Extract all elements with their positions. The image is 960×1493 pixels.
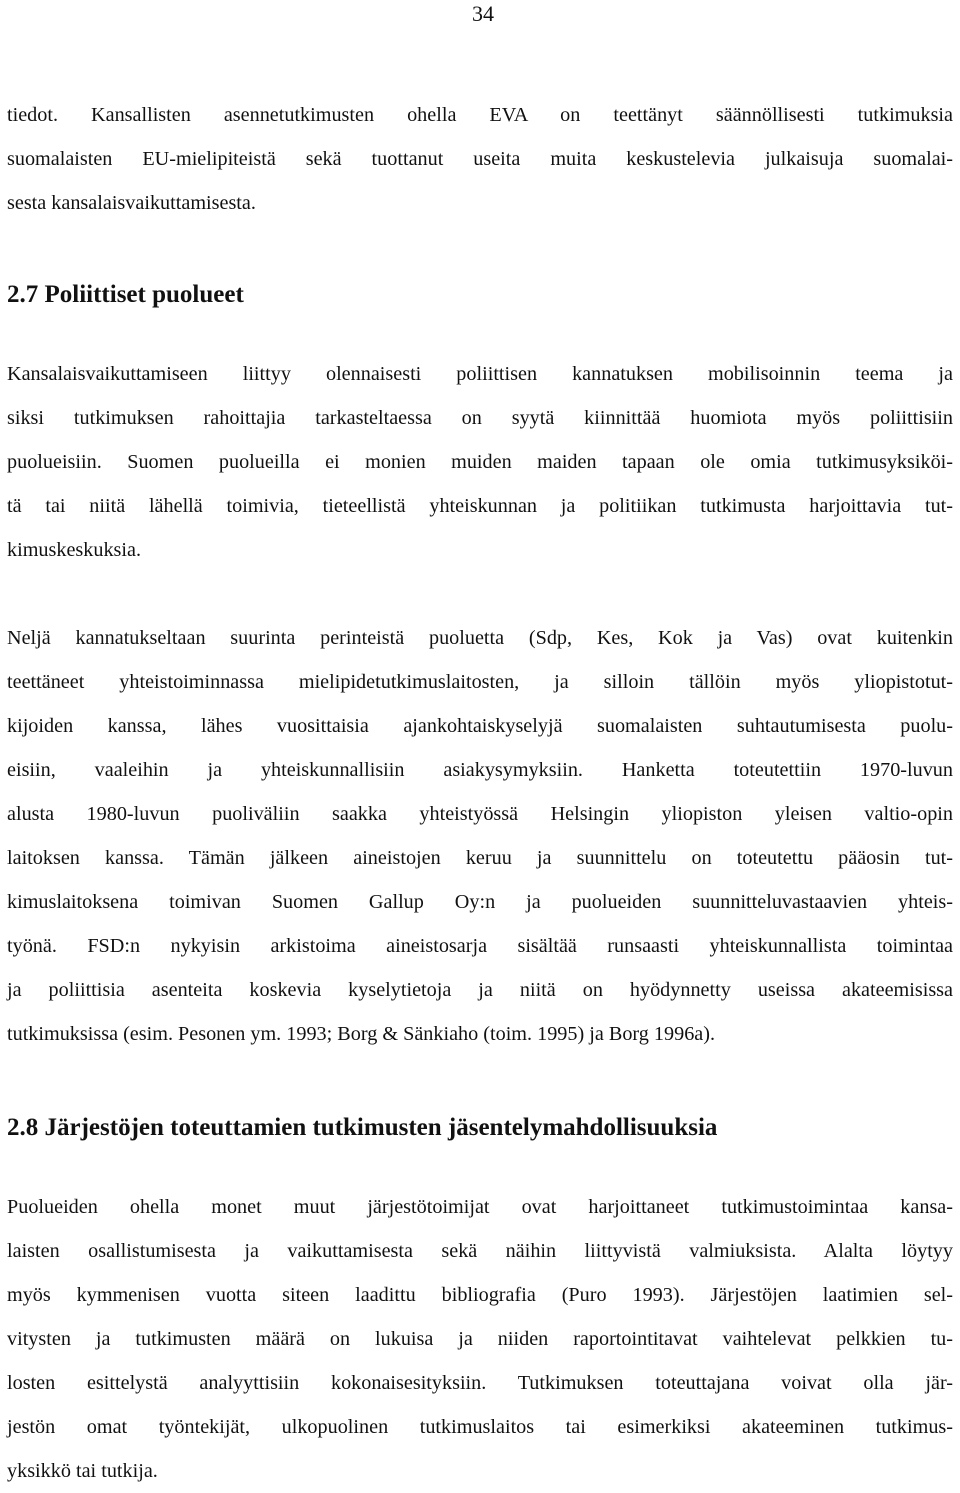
paragraph-parties-intro — [7, 352, 953, 572]
text-line: kijoiden kanssa, lähes vuosittaisia ajankohtaiskyselyjä suomalaisten suhtautumisesta puolu- — [7, 715, 953, 737]
text-line: eisiin, vaaleihin ja yhteiskunnallisiin asiakysymyksiin. Hanketta toteutettiin 1970-luvun — [7, 759, 953, 781]
text-line: teettäneet yhteistoiminnassa mielipidetutkimuslaitosten, ja silloin tällöin myös yliopistotut- — [7, 671, 953, 693]
text-line: Puolueiden ohella monet muut järjestötoimijat ovat harjoittaneet tutkimustoimintaa kansa- — [7, 1196, 953, 1218]
text-line: ja poliittisia asenteita koskevia kyselytietoja ja niitä on hyödynnetty useissa akateemisissa — [7, 979, 953, 1001]
section-heading-2-8: 2.8 Järjestöjen toteuttamien tutkimusten jäsentelymahdollisuuksia — [7, 1114, 718, 1141]
text-line: myös kymmenisen vuotta siteen laadittu bibliografia (Puro 1993). Järjestöjen laatimien sel- — [7, 1284, 953, 1306]
text-line: Kansalaisvaikuttamiseen liittyy olennaisesti poliittisen kannatuksen mobilisoinnin teema ja — [7, 363, 953, 385]
text-line: laisten osallistumisesta ja vaikuttamisesta sekä näihin liittyvistä valmiuksista. Alalta löytyy — [7, 1240, 953, 1262]
text-line: siksi tutkimuksen rahoittajia tarkasteltaessa on syytä kiinnittää huomiota myös poliittisiin — [7, 407, 953, 429]
text-line: tä tai niitä lähellä toimivia, tieteellistä yhteiskunnan ja politiikan tutkimusta harjoittavia tut- — [7, 495, 953, 517]
text-line: vitysten ja tutkimusten määrä on lukuisa ja niiden raportointitavat vaihtelevat pelkkien tu- — [7, 1328, 953, 1350]
paragraph-intro — [7, 93, 953, 225]
text-line: sesta kansalaisvaikuttamisesta. — [7, 192, 256, 214]
text-line: tutkimuksissa (esim. Pesonen ym. 1993; Borg & Sänkiaho (toim. 1995) ja Borg 1996a). — [7, 1023, 716, 1045]
text-line: työnä. FSD:n nykyisin arkistoima aineistosarja sisältää runsaasti yhteiskunnallista toimintaa — [7, 935, 953, 957]
text-line: yksikkö tai tutkija. — [7, 1460, 158, 1482]
text-line: puolueisiin. Suomen puolueilla ei monien muiden maiden tapaan ole omia tutkimusyksiköi- — [7, 451, 953, 473]
text-line: jestön omat työntekijät, ulkopuolinen tutkimuslaitos tai esimerkiksi akateeminen tutkimus- — [7, 1416, 953, 1438]
paragraph-party-surveys — [7, 616, 953, 1056]
section-heading-2-7: 2.7 Poliittiset puolueet — [7, 281, 244, 308]
text-line: kimuskeskuksia. — [7, 539, 142, 561]
text-line: laitoksen kanssa. Tämän jälkeen aineistojen keruu ja suunnittelu on toteutettu pääosin tut- — [7, 847, 953, 869]
text-line: losten esittelystä analyyttisiin kokonaisesityksiin. Tutkimuksen toteuttajana voivat olla jär- — [7, 1372, 953, 1394]
page-number: 34 — [472, 1, 494, 26]
text-line: suomalaisten EU-mielipiteistä sekä tuottanut useita muita keskustelevia julkaisuja suomalai- — [7, 148, 953, 170]
paragraph-organizations — [7, 1185, 953, 1493]
text-line: alusta 1980-luvun puoliväliin saakka yhteistyössä Helsingin yliopiston yleisen valtio-opin — [7, 803, 953, 825]
text-line: Neljä kannatukseltaan suurinta perinteistä puoluetta (Sdp, Kes, Kok ja Vas) ovat kuitenkin — [7, 627, 953, 649]
text-line: tiedot. Kansallisten asennetutkimusten ohella EVA on teettänyt säännöllisesti tutkimuksia — [7, 104, 953, 126]
text-line: kimuslaitoksena toimivan Suomen Gallup Oy:n ja puolueiden suunnitteluvastaavien yhteis- — [7, 891, 953, 913]
